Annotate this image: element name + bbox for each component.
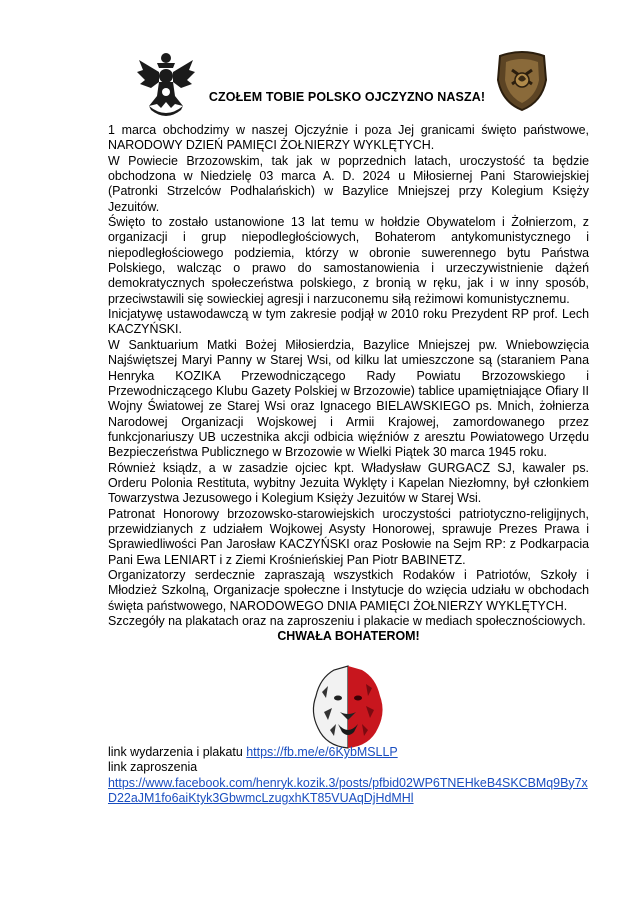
polish-eagle-emblem-icon	[135, 50, 197, 118]
event-link[interactable]: https://fb.me/e/6KybMSLLP	[246, 745, 398, 759]
paragraph: W Powiecie Brzozowskim, tak jak w poprzednich latach, uroczystość ta będzie obchodzona w Niedzielę 03 marca A. D. 2024 u Miłosiernej Pani Starowiejskiej (Patronki Strzelców Podhalańskich) w Bazylice Mniejszej przy Kolegium Księży Jezuitów.	[108, 153, 589, 214]
paragraph: Patronat Honorowy brzozowsko-starowiejskich uroczystości patriotyczno-religijnych, przewidzianych z udziałem Wojkowej Asysty Honorowej, sprawuje Prezes Prawa i Sprawiedliwości Pan Jarosław KACZYŃSKI oraz Posłowie na Sejm RP: z Podkarpacia Pani Ewa LENIART i z Ziemi Krośnieńskiej Pan Piotr BABINETZ.	[108, 506, 589, 567]
red-white-lion-icon	[308, 662, 388, 752]
regimental-badge-icon	[494, 50, 550, 112]
paragraph: W Sanktuarium Matki Bożej Miłosierdzia, Bazylice Mniejszej pw. Wniebowzięcia Najświętszej Maryi Panny w Starej Wsi, od kilku lat umieszczone są (staraniem Pana Henryka KOZIKA Przewodniczącego Rady Powiatu Brzozowskiego i Przewodniczącego Klubu Gazety Polskiej w Brzozowie) tablice upamiętniające Ofiary II Wojny Światowej ze Starej Wsi oraz Ignacego BIELAWSKIEGO ps. Mnich, żołnierza Narodowej Organizacji Wojskowej i Armii Krajowej, zamordowanego przez funkcjonariuszy UB uczestnika akcji odbicia więźniów z aresztu Powiatowego Urzędu Bezpieczeństwa Publicznego w Brzozowie w Wielki Piątek 30 marca 1945 roku.	[108, 337, 589, 460]
closing-slogan: CHWAŁA BOHATEROM!	[277, 629, 420, 644]
links-section	[108, 745, 589, 806]
event-link-row	[108, 745, 589, 760]
page-heading: CZOŁEM TOBIE POLSKO OJCZYZNO NASZA!	[208, 90, 486, 104]
invite-link-label: link zaproszenia	[108, 760, 198, 775]
paragraph: Inicjatywę ustawodawczą w tym zakresie podjął w 2010 roku Prezydent RP prof. Lech KACZYŃSKI.	[108, 307, 589, 337]
paragraph: Święto to zostało ustanowione 13 lat temu w hołdzie Obywatelom i Żołnierzom, z organizacji i grup niepodległościowych, Bohaterom antykomunistycznego i niepodległościowego podziemia, którzy w obronie suwerennego bytu Państwa Polskiego, walcząc o prawo do samostanowienia i urzeczywistnienie dążeń demokratycznych społeczeństwa polskiego, z bronią w ręku, jak i w inny sposób, przeciwstawili się sowieckiej agresji i narzuconemu siłą reżimowi komunistycznemu.	[108, 215, 589, 306]
article-body	[108, 123, 589, 645]
paragraph: Organizatorzy serdecznie zapraszają wszystkich Rodaków i Patriotów, Szkoły i Młodzież Szkolną, Organizacje społeczne i Instytucje do wzięcia udziału w obchodach święta państwowego, NARODOWEGO DNIA PAMIĘCI ŻOŁNIERZY WYKLĘTYCH.	[108, 567, 589, 613]
event-link-label: link wydarzenia i plakatu	[108, 745, 247, 759]
invite-link[interactable]: https://www.facebook.com/henryk.kozik.3/posts/pfbid02WP6TNEHkeB4SKCBMq9By7xD22aJM1fo6aiKtyk3GbwmcLzugxhKT85VUAqDjHdMHl	[108, 775, 588, 806]
paragraph: Również ksiądz, a w zasadzie ojciec kpt. Władysław GURGACZ SJ, kawaler ps. Orderu Polonia Restituta, wybitny Jezuita Wyklęty i Kapelan Niezłomny, był członkiem Towarzystwa Jezusowego i Kolegium Księży Jezuitów w Starej Wsi.	[108, 460, 589, 506]
paragraph: 1 marca obchodzimy w naszej Ojczyźnie i poza Jej granicami święto państwowe, NARODOWY DZIEŃ PAMIĘCI ŻOŁNIERZY WYKLĘTYCH.	[108, 123, 589, 153]
paragraph: Szczegóły na plakatach oraz na zaproszeniu i plakacie w mediach społecznościowych.	[108, 614, 586, 628]
